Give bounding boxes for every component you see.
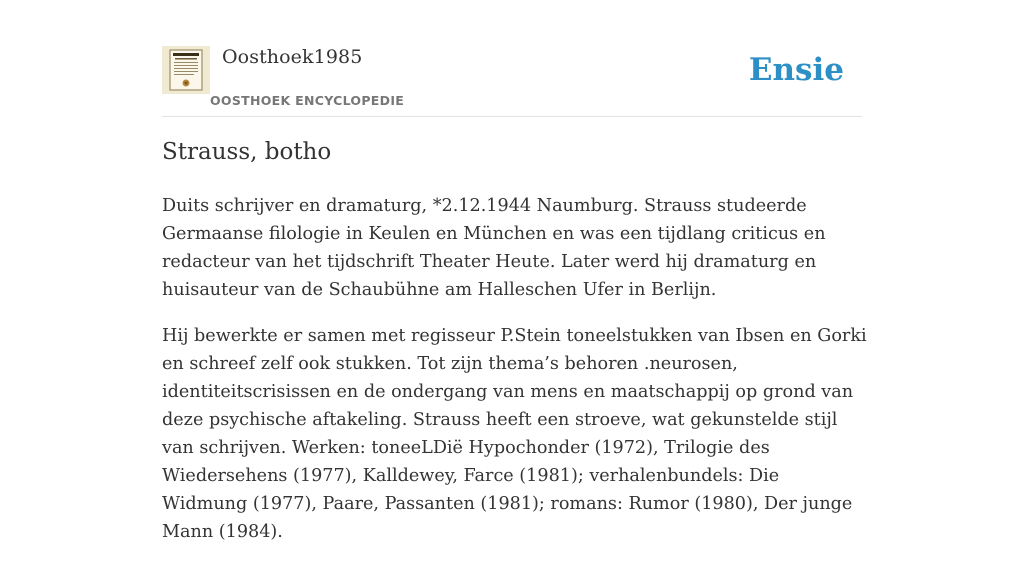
brand-logo[interactable]: Ensie xyxy=(748,52,844,88)
page-header xyxy=(162,44,862,117)
certificate-icon xyxy=(162,46,210,94)
article-title: Strauss, botho xyxy=(162,139,332,165)
avatar[interactable] xyxy=(162,46,210,94)
source-label: OOSTHOEK ENCYCLOPEDIE xyxy=(210,93,405,108)
article-paragraph: Duits schrijver en dramaturg, *2.12.1944 Naumburg. Strauss studeerde Germaanse filologie in Keulen en München en was een tijdlang criticus en redacteur van het tijdschrift Theater Heute. Later werd hij dramaturg en huisauteur van de Schaubühne am Halleschen Ufer in Berlijn. xyxy=(162,196,826,300)
article-paragraph: Hij bewerkte er samen met regisseur P.Stein toneelstukken van Ibsen en Gorki en schreef zelf ook stukken. Tot zijn thema’s behoren .neurosen, identiteitscrisissen en de ondergang van mens en maatschappij op grond van deze psychische aftakeling. Strauss heeft een stroeve, wat gekunstelde stijl van schrijven. Werken: toneeLDië Hypochonder (1972), Trilogie des Wiedersehens (1977), Kalldewey, Farce (1981); verhalenbundels: Die Widmung (1977), Paare, Passanten (1981); romans: Rumor (1980), Der junge Mann (1984). xyxy=(162,326,867,542)
username-link[interactable]: Oosthoek1985 xyxy=(222,46,363,68)
article-body xyxy=(162,192,867,564)
